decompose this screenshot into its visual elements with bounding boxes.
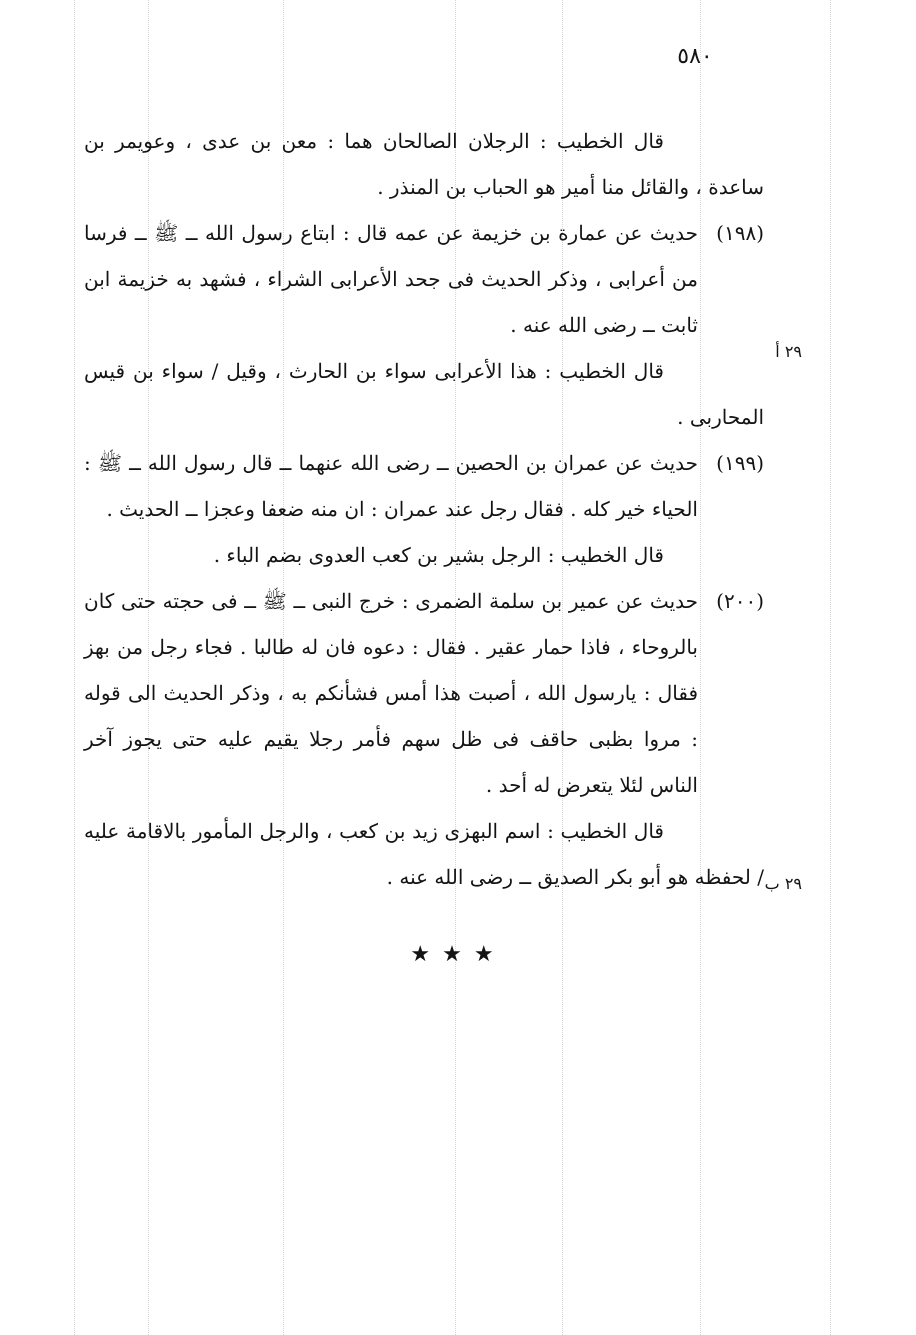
paragraph-khatib-2: قال الخطيب : هذا الأعرابى سواء بن الحارث ، وقيل / سواء بن قيس المحاربى . [84,359,764,429]
hadith-200 [84,578,764,808]
section-separator-stars: ★★★ [410,942,506,967]
scan-noise-line [830,0,831,1335]
page-number: ٥٨٠ [677,44,713,69]
hadith-198 [84,210,764,348]
hadith-number: (١٩٩) [716,451,764,475]
paragraph-khatib-4: قال الخطيب : اسم البهزى زيد بن كعب ، والرجل المأمور بالاقامة عليه / لحفظه هو أبو بكر الصديق ــ رضى الله عنه . [84,819,764,889]
hadith-199 [84,440,764,532]
folio-note-29a: ٢٩ أ [775,342,802,361]
main-text [84,118,764,900]
scan-noise-line [74,0,75,1335]
hadith-number: (١٩٨) [716,221,764,245]
hadith-text: حديث عن عمارة بن خزيمة عن عمه قال : ابتاع رسول الله ــ ﷺ ــ فرسا من أعرابى ، وذكر الحديث فى جحد الأعرابى الشراء ، فشهد به خزيمة ابن ثابت ــ رضى الله عنه . [84,221,698,337]
hadith-number: (٢٠٠) [716,589,764,613]
paragraph-khatib-1: قال الخطيب : الرجلان الصالحان هما : معن بن عدى ، وعويمر بن ساعدة ، والقائل منا أمير هو الحباب بن المنذر . [84,129,764,199]
hadith-text: حديث عن عمران بن الحصين ــ رضى الله عنهما ــ قال رسول الله ــ ﷺ : الحياء خير كله . فقال رجل عند عمران : ان منه ضعفا وعجزا ــ الحديث . [84,451,698,521]
paragraph-khatib-3: قال الخطيب : الرجل بشير بن كعب العدوى بضم الباء . [213,543,664,567]
hadith-text: حديث عن عمير بن سلمة الضمرى : خرج النبى ــ ﷺ ــ فى حجته حتى كان بالروحاء ، فاذا حمار عقير . فقال : دعوه فان له طالبا . فجاء رجل من بهز فقال : يارسول الله ، أصبت هذا أمس فشأنكم به ، وذكر الحديث الى قوله : مروا بظبى حاقف فى ظل سهم فأمر رجلا يقيم عليه حتى يجوز آخر الناس لئلا يتعرض له أحد . [84,589,698,797]
folio-note-29b: ٢٩ ب [764,874,802,893]
